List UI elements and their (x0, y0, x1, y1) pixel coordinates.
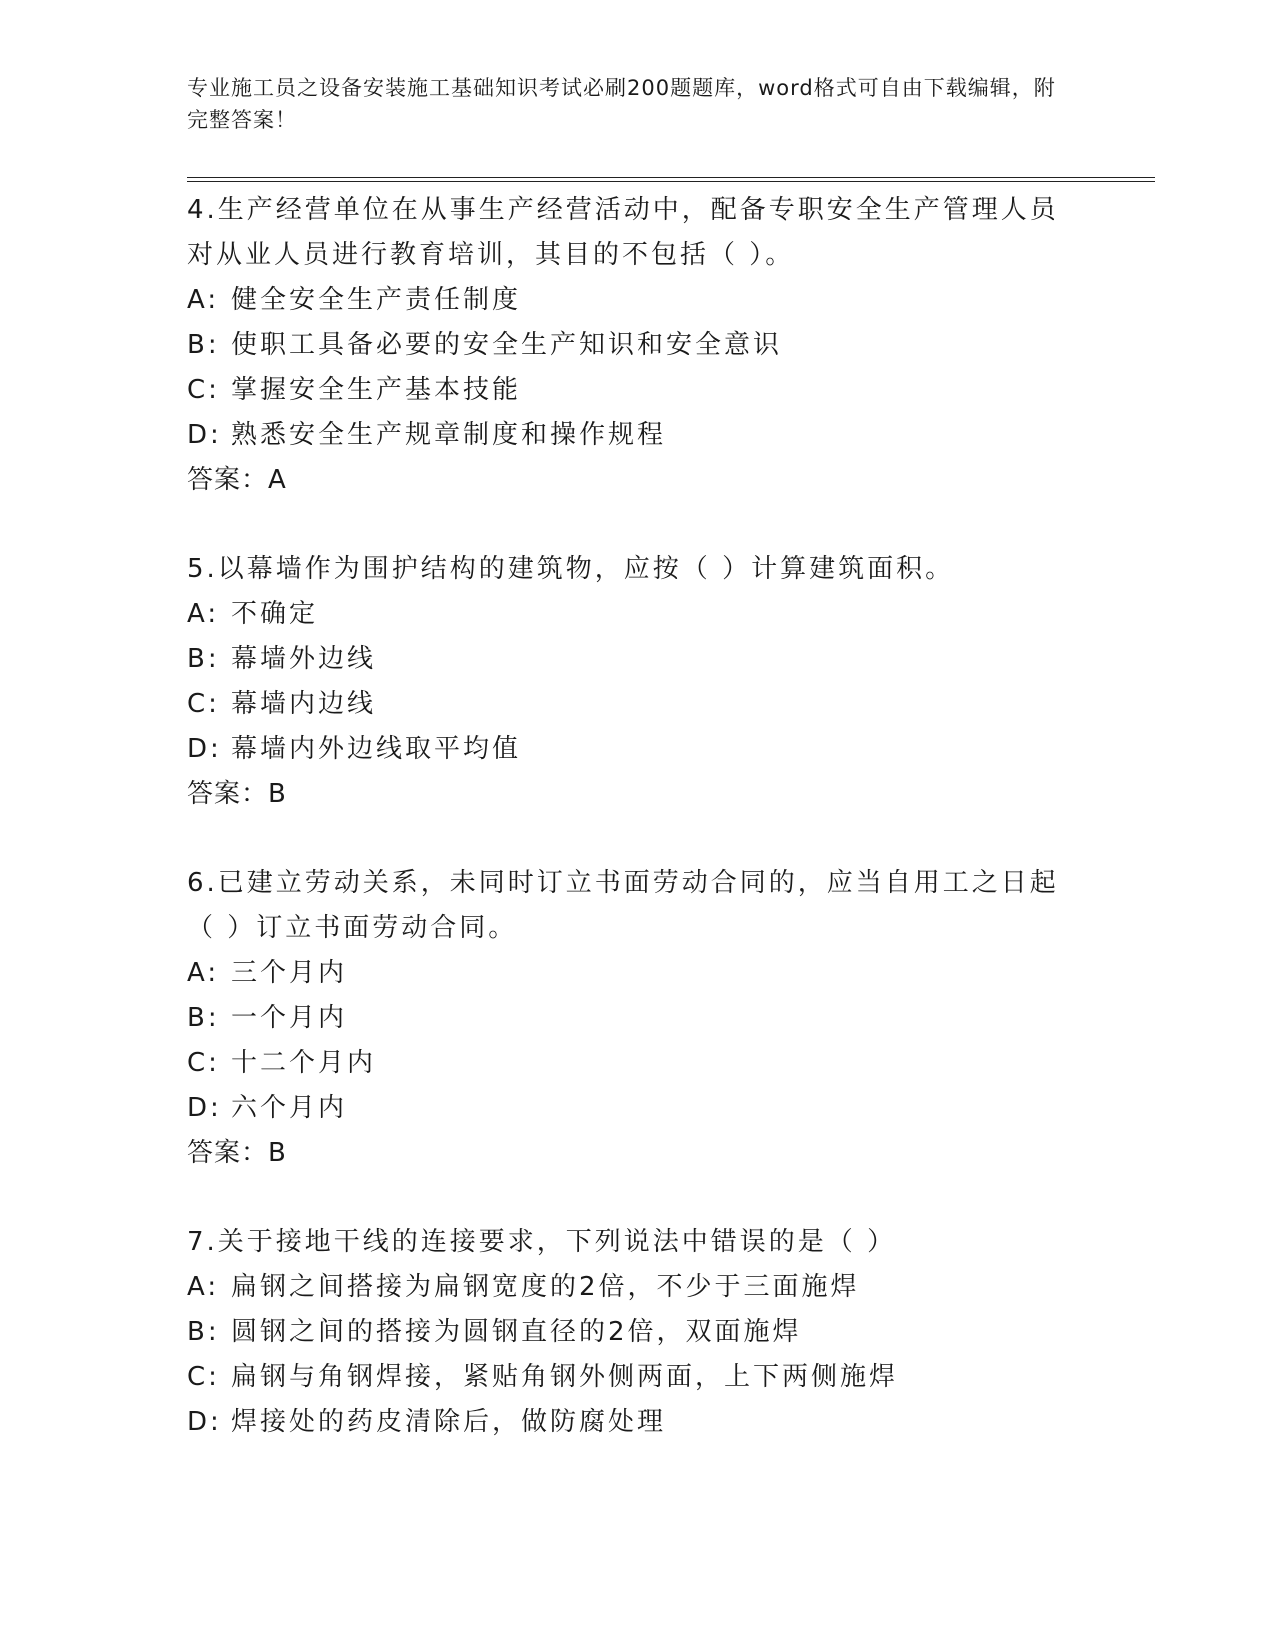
option-key: B: (187, 1317, 220, 1347)
question-5 (187, 547, 1087, 817)
option-key: A: (187, 958, 220, 988)
option-text: 焊接处的药皮清除后，做防腐处理 (231, 1407, 667, 1437)
option-key: A: (187, 599, 220, 629)
option-text: 圆钢之间的搭接为圆钢直径的2倍，双面施焊 (231, 1317, 802, 1347)
answer-line: 答案：A (187, 465, 287, 495)
question-stem: 4.生产经营单位在从事生产经营活动中，配备专职安全生产管理人员对从业人员进行教育培训，其目的不包括（ ）。 (187, 195, 1059, 270)
option-text: 使职工具备必要的安全生产知识和安全意识 (231, 330, 783, 360)
header-divider (187, 177, 1155, 182)
question-list (187, 188, 1087, 1489)
option-b (187, 996, 1087, 1041)
option-text: 六个月内 (231, 1093, 348, 1123)
option-key: D: (187, 420, 222, 450)
option-key: A: (187, 1272, 220, 1302)
question-stem: 5.以幕墙作为围护结构的建筑物，应按（ ）计算建筑面积。 (187, 554, 955, 584)
question-stem: 7.关于接地干线的连接要求，下列说法中错误的是（ ） (187, 1227, 897, 1257)
option-c (187, 1355, 1087, 1400)
option-a (187, 1265, 1087, 1310)
option-key: C: (187, 1362, 220, 1392)
answer-line: 答案：B (187, 779, 287, 809)
option-text: 一个月内 (231, 1003, 348, 1033)
option-b (187, 323, 1087, 368)
option-c (187, 1041, 1087, 1086)
option-d (187, 1400, 1087, 1445)
option-key: A: (187, 285, 220, 315)
question-stem: 6.已建立劳动关系，未同时订立书面劳动合同的，应当自用工之日起（ ）订立书面劳动合同。 (187, 868, 1059, 943)
option-text: 掌握安全生产基本技能 (231, 375, 522, 405)
option-text: 十二个月内 (231, 1048, 377, 1078)
option-text: 幕墙外边线 (231, 644, 377, 674)
option-text: 熟悉安全生产规章制度和操作规程 (231, 420, 667, 450)
option-text: 扁钢之间搭接为扁钢宽度的2倍，不少于三面施焊 (231, 1272, 860, 1302)
option-key: C: (187, 1048, 220, 1078)
option-text: 幕墙内边线 (231, 689, 377, 719)
option-a (187, 592, 1087, 637)
option-text: 不确定 (231, 599, 319, 629)
option-key: D: (187, 734, 222, 764)
option-a (187, 951, 1087, 996)
option-d (187, 413, 1087, 458)
option-key: B: (187, 644, 220, 674)
question-7 (187, 1220, 1087, 1445)
option-d (187, 727, 1087, 772)
question-4 (187, 188, 1087, 503)
option-key: C: (187, 689, 220, 719)
option-text: 幕墙内外边线取平均值 (231, 734, 522, 764)
option-d (187, 1086, 1087, 1131)
option-text: 扁钢与角钢焊接，紧贴角钢外侧两面，上下两侧施焊 (231, 1362, 899, 1392)
option-text: 三个月内 (231, 958, 348, 988)
option-key: C: (187, 375, 220, 405)
document-header: 专业施工员之设备安装施工基础知识考试必刷200题题库，word格式可自由下载编辑，附完整答案！ (187, 76, 1056, 132)
option-text: 健全安全生产责任制度 (231, 285, 522, 315)
option-key: B: (187, 330, 220, 360)
option-b (187, 1310, 1087, 1355)
question-6 (187, 861, 1087, 1176)
option-b (187, 637, 1087, 682)
option-key: D: (187, 1407, 222, 1437)
option-key: B: (187, 1003, 220, 1033)
answer-line: 答案：B (187, 1138, 287, 1168)
option-a (187, 278, 1087, 323)
option-key: D: (187, 1093, 222, 1123)
option-c (187, 682, 1087, 727)
option-c (187, 368, 1087, 413)
